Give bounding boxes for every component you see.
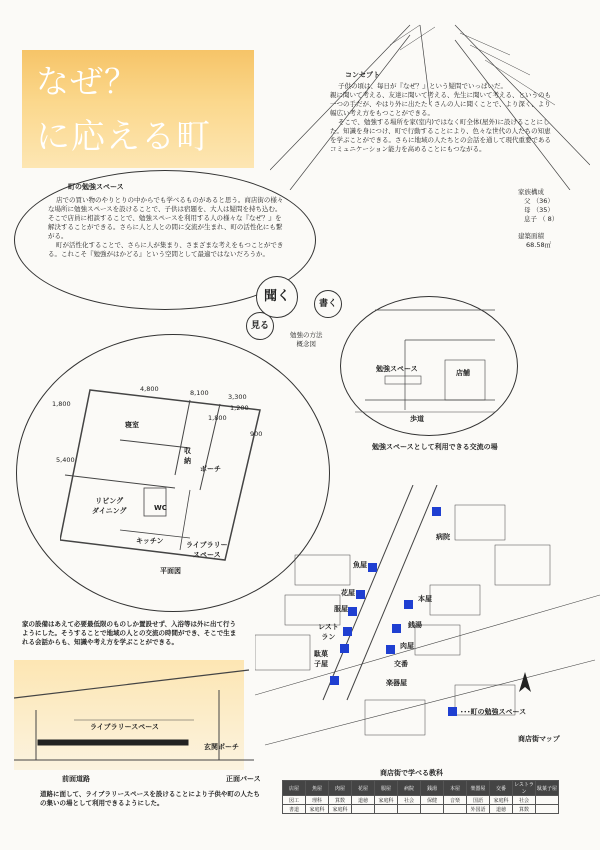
listen-bubble [256,276,298,318]
section-library-label: ライブラリースペース [90,723,159,731]
dim-1: 4,800 [140,385,159,393]
section-porch-label: 玄関ポーチ [204,743,239,751]
shop-fish: 魚屋 [353,561,367,569]
perspective-walk-label: 歩道 [410,415,424,423]
legend-marker [448,707,457,716]
room-storage: 収納 [184,447,191,465]
shop-flower: 花屋 [341,589,355,597]
equipment-note: 家の設備はあえて必要最低限のものしか置設せず、入浴等は外に出て行うようにした。そうすることで地域の人との交流の時間ができ、そこで生まれる会話からも、知識や考え方を学ぶことができる。 [22,620,237,646]
family-member: 母 （35） [524,206,554,214]
subject-table-title: 商店街で学べる教科 [380,769,443,777]
shop-book: 本屋 [418,595,432,603]
study-method-caption-1: 勉強の方法 [290,331,323,339]
room-living [92,496,126,516]
section-drawing [14,660,254,775]
room-porch: ポーチ [200,465,221,473]
north-arrow-icon [518,672,532,694]
write-bubble [314,290,342,318]
perspective-study-label: 勉強スペース [376,365,418,373]
study-space-marker [368,563,377,572]
subject-table-header: 店屋 魚屋 肉屋 花屋 服屋 病院 銭湯 本屋 楽器屋 交番 レストラン 駄菓子屋 [283,781,559,796]
title-line-2: に応える町 [36,117,211,157]
study-space-marker [348,607,357,616]
section-road-label: 前面道路 [62,775,90,783]
subject-table-row: 書道 家庭科 家庭科 外国語 道徳 算数 [283,805,559,814]
concept-paragraph: そこで、勉強する場所を家(室内)ではなく町全体(屋外)に設けることにした。知識を身につけ、町で行動することにより、色々な世代の人たちの知恵を学ぶことができる。さらに地域の人たちとの会話を通して現代重要であるコミュニケーション能力を高めることにもつながる。 [330,118,551,153]
section-note: 道路に面して、ライブラリースペースを設けることにより子供や町の人たちの集いの場として利用できるようにした。 [40,790,260,807]
study-space-marker [343,627,352,636]
shop-restaurant [318,622,339,642]
see-label: 見る [250,321,269,331]
title-line-1: なぜ？ [36,62,138,101]
room-library-label-1: ライブラリー [186,541,228,549]
write-label: 書く [318,299,337,309]
dim-4: 1,200 [230,404,249,412]
dim-2: 8,100 [190,389,209,397]
area-value: 68.58㎡ [526,241,552,249]
family-member: 父 （36） [524,197,554,205]
room-kitchen: キッチン [136,537,164,545]
room-dining-label: ダイニング [92,507,127,515]
room-library [186,540,228,560]
shop-hospital: 病院 [436,533,450,541]
study-space-marker [432,507,441,516]
perspective-sketch [345,300,513,430]
section-caption: 正面パース [226,775,261,783]
shop-candy [314,649,328,669]
study-space-marker [356,590,365,599]
map-caption: 商店街マップ [518,735,560,743]
dim-8: 900 [250,430,263,438]
shop-meat: 肉屋 [400,642,414,650]
subject-table-row: 図工 理科 算数 道徳 家庭科 社会 保健 音楽 国語 家庭科 社会 [283,796,559,805]
room-wc: WC [154,504,167,512]
perspective-caption: 勉強スペースとして利用できる交流の場 [372,443,498,451]
street-map [255,485,600,755]
concept-paragraph: 親に聞いて考える、友達に聞いて考える、先生に聞いて考える、というのも一つの手だが、やはり外に出たたくさんの人に聞くことで、より深く、より幅広い考え方をもつことができる。 [330,91,551,117]
listen-label: 聞く [263,289,290,304]
shop-clothes: 服屋 [334,605,348,613]
concept-body [330,82,555,154]
study-space-paragraph: 店での買い物のやりとりの中からでも学べるものがあると思う。商店街の様々な場所に勉強スペースを設けることで、子供は宿題を、大人は疑問を持ち込む。そこで店員に相談することで、勉強スペースを利用する人の様々な『なぜ？』を解決することができる。さらに人と人との間に交流が生まれ、町の活性化にも繋がる。 [48,196,284,240]
shop-police: 交番 [394,660,408,668]
study-space-marker [404,600,413,609]
study-space-body [48,196,284,259]
shop-instruments: 楽器屋 [386,679,407,687]
shop-bath: 銭湯 [408,621,422,629]
dim-7: 1,800 [52,400,71,408]
study-space-marker [340,644,349,653]
dim-3: 3,300 [228,393,247,401]
study-space-heading: 町の勉強スペース [68,183,124,191]
family-heading: 家族構成 [518,188,544,196]
map-legend: ･･･町の勉強スペース [460,708,527,716]
room-library-label-2: スペース [192,551,221,559]
shop-restaurant-label-1: レスト [318,623,339,631]
study-method-caption-2: 概念図 [296,340,316,348]
family-member: 息子 （ 8） [524,215,559,223]
shop-candy-label-2: 子屋 [314,660,328,668]
study-space-marker [392,624,401,633]
concept-heading: コンセプト [345,71,380,79]
study-method-caption [290,331,323,349]
floor-plan-caption: 平面図 [160,567,181,575]
study-space-marker [330,676,339,685]
room-living-label: リビング [95,497,124,505]
subject-table [282,780,559,814]
room-bedroom: 寝室 [125,421,139,429]
concept-paragraph: 子供の頃は、毎日が『なぜ？』という疑問でいっぱいだ。 [338,82,507,90]
family-info [518,188,588,250]
dim-6: 5,400 [56,456,75,464]
study-space-marker [386,645,395,654]
shop-candy-label-1: 駄菓 [314,650,328,658]
shop-restaurant-label-2: ラン [321,633,336,641]
perspective-shop-label: 店舗 [456,369,470,377]
dim-5: 1,800 [208,414,227,422]
study-space-paragraph: 町が活性化することで、さらに人が集まり、さまざまな考えをもつことができる。これこそ『勉強がはかどる』という空間として最適ではないだろうか。 [48,241,284,258]
area-label: 建築面積 [518,232,544,240]
